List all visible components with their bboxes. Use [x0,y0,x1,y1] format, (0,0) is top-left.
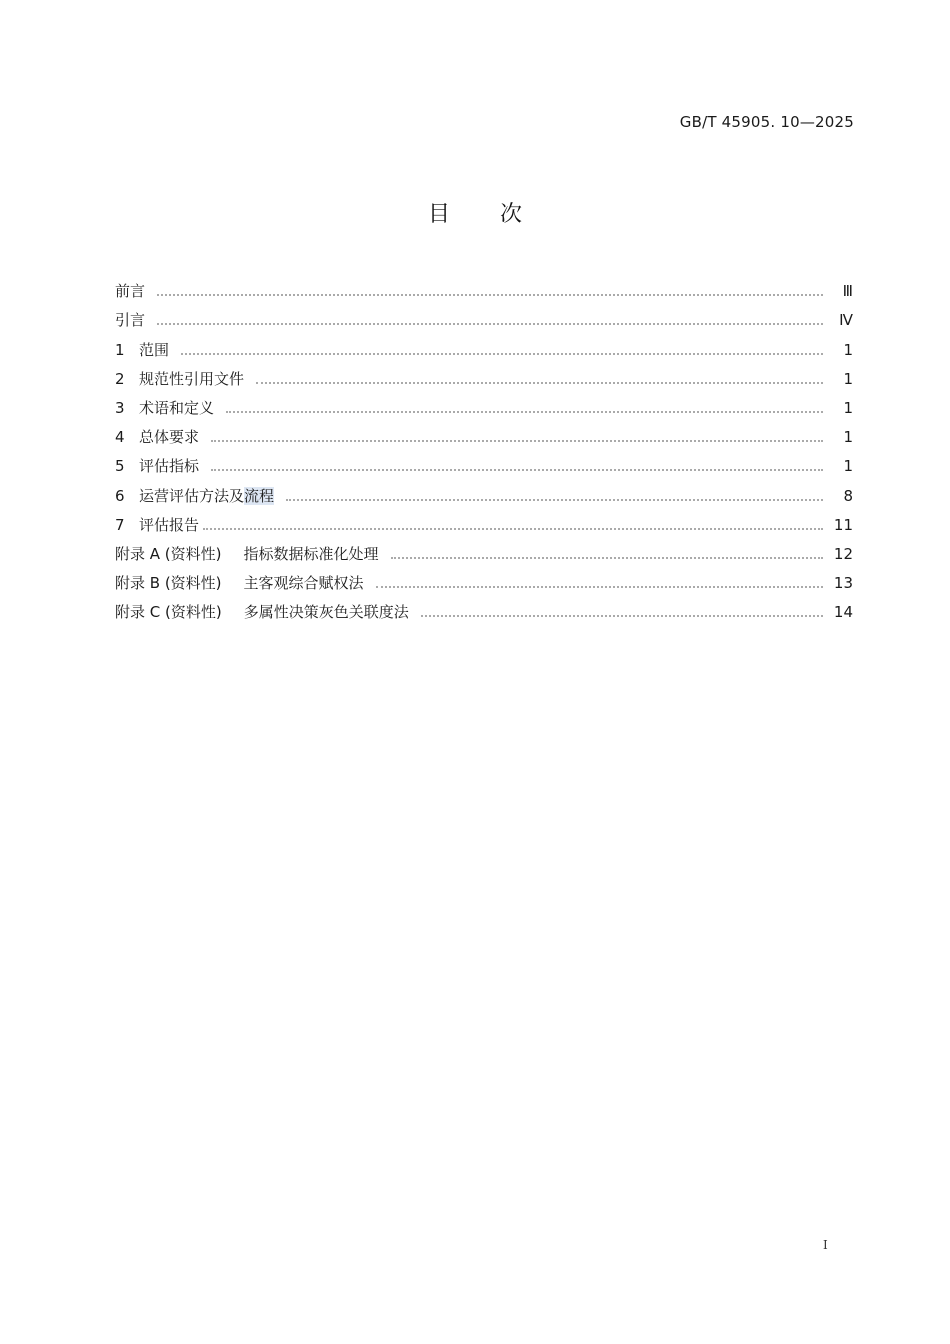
toc-entry-6[interactable] [115,476,853,505]
toc-entry-number: 2 [115,369,125,388]
dot-leader [256,382,823,383]
toc-entry-label: 总体要求 [139,428,200,447]
toc-entry-label: 多属性决策灰色关联度法 [243,603,409,622]
toc-entry-page: 14 [833,603,853,622]
toc-entry-3[interactable] [115,389,853,418]
toc-entry-label: 评估指标 [139,457,200,476]
toc-title-char-2: 次 [500,202,523,227]
toc-entry-page: 11 [833,515,853,534]
toc-entry-label [139,486,274,506]
toc-entry-number: 1 [115,340,125,359]
toc-entry-appendix-prefix: 附录 C (资料性) [115,603,222,622]
toc-title-char-1: 目 [427,202,450,227]
dot-leader [203,528,823,529]
dot-leader [421,616,823,617]
toc-entry-page: 13 [833,574,853,593]
dot-leader [376,587,823,588]
toc-entry-label: 范围 [139,340,170,359]
page-number-footer: I [823,1238,828,1252]
toc-entry-introduction[interactable] [115,301,853,330]
toc-entry-appendix-a[interactable] [115,535,853,564]
toc-entry-page: 1 [843,398,853,417]
toc-entry-page: Ⅲ [842,282,853,301]
toc-entry-appendix-prefix: 附录 B (资料性) [115,574,222,593]
toc-entry-2[interactable] [115,360,853,389]
toc-entry-label: 指标数据标准化处理 [243,544,379,563]
toc-entry-label: 术语和定义 [139,398,215,417]
text-selection-highlight: 流程 [244,486,275,505]
toc-entry-number: 5 [115,457,125,476]
toc-entry-5[interactable] [115,447,853,476]
dot-leader [181,353,823,354]
toc-entry-page: Ⅳ [839,311,853,330]
toc-entry-page: 1 [843,428,853,447]
toc-entry-1[interactable] [115,330,853,359]
dot-leader [211,441,823,442]
toc-entry-label: 规范性引用文件 [139,369,245,388]
toc-entry-label: 评估报告 [139,515,200,534]
dot-leader [211,470,823,471]
toc-entry-appendix-b[interactable] [115,564,853,593]
toc-entry-label: 主客观综合赋权法 [243,574,364,593]
dot-leader [286,499,823,500]
toc-entry-label-text: 运营评估方法及 [139,486,245,505]
toc-entry-page: 1 [843,457,853,476]
dot-leader [157,295,823,296]
toc-entry-appendix-prefix: 附录 A (资料性) [115,544,222,563]
toc-entry-number: 7 [115,515,125,534]
toc-entry-page: 12 [833,544,853,563]
toc-entry-appendix-c[interactable] [115,593,853,622]
toc-entry-number: 6 [115,486,125,505]
standard-number: GB/T 45905. 10—2025 [679,113,854,131]
toc-title [0,197,950,228]
toc-entry-page: 1 [843,340,853,359]
toc-entry-7[interactable] [115,506,853,535]
toc-entry-number: 4 [115,428,125,447]
toc-entry-label: 前言 [115,282,146,301]
toc-entry-page: 8 [843,486,853,505]
toc-entry-foreword[interactable] [115,272,853,301]
table-of-contents [115,272,853,622]
toc-entry-number: 3 [115,398,125,417]
toc-entry-4[interactable] [115,418,853,447]
toc-entry-page: 1 [843,369,853,388]
dot-leader [391,557,823,558]
dot-leader [157,324,823,325]
toc-entry-label: 引言 [115,311,146,330]
dot-leader [226,411,823,412]
